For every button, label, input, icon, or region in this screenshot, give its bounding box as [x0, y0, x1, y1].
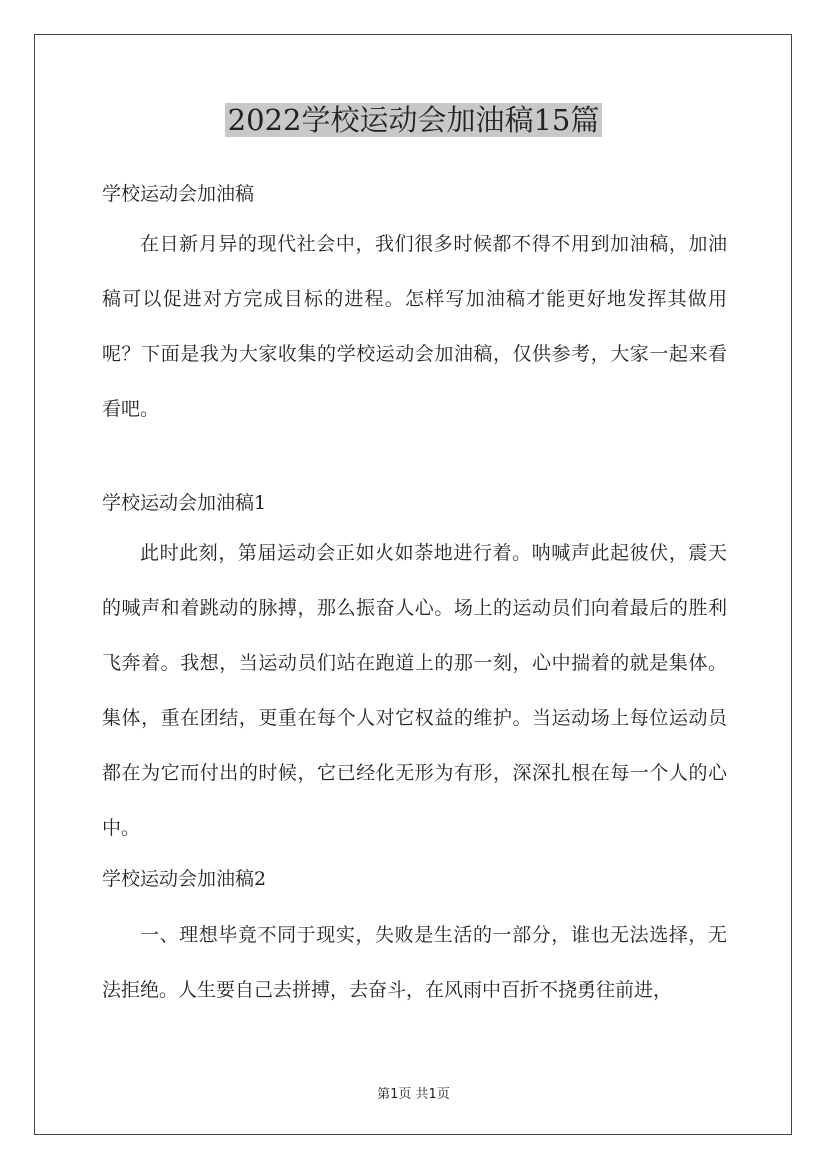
page-footer: 第1页 共1页 [377, 1087, 450, 1102]
paragraph-1: 此时此刻，第届运动会正如火如荼地进行着。呐喊声此起彼伏，震天的喊声和着跳动的脉搏，那么振奋人心。场上的运动员们向着最后的胜利飞奔着。我想，当运动员们站在跑道上的那一刻，心中揣着的就是集体。集体，重在团结，更重在每个人对它权益的维护。当运动场上每位运动员都在为它而付出的时候，它已经化无形为有形，深深扎根在每一个人的心中。 [102, 542, 727, 839]
paragraph-intro: 在日新月异的现代社会中，我们很多时候都不得不用到加油稿，加油稿可以促进对方完成目标的进程。怎样写加油稿才能更好地发挥其做用呢？下面是我为大家收集的学校运动会加油稿，仅供参考，大家一起来看看吧。 [102, 233, 727, 420]
document-title [0, 100, 827, 140]
section-heading-2: 学校运动会加油稿2 [102, 868, 267, 890]
document-body [102, 171, 727, 1018]
section-heading-intro: 学校运动会加油稿 [102, 183, 255, 205]
paragraph-2: 一、理想毕竟不同于现实，失败是生活的一部分，谁也无法选择，无法拒绝。人生要自己去拼搏，去奋斗，在风雨中百折不挠勇往前进， [102, 924, 727, 1001]
document-title-text: 2022学校运动会加油稿15篇 [225, 103, 603, 137]
section-heading-1: 学校运动会加油稿1 [102, 492, 267, 514]
spacer [102, 437, 727, 480]
